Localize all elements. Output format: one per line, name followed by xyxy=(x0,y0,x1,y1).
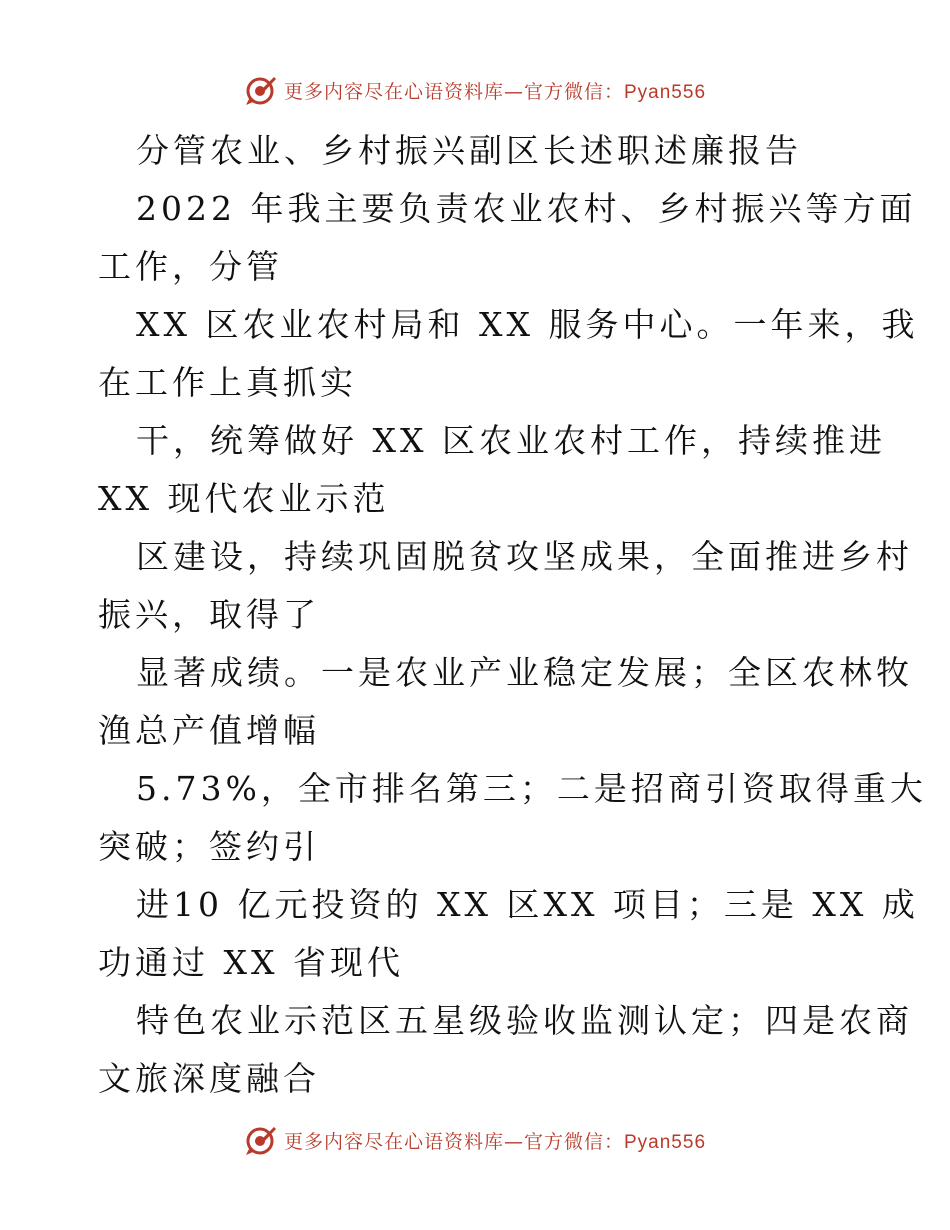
document-body xyxy=(98,122,927,1108)
document-line: 分管农业、乡村振兴副区长述职述廉报告 xyxy=(136,131,802,170)
document-line: 振兴，取得了 xyxy=(98,595,320,634)
document-line: 功通过 XX 省现代 xyxy=(98,943,404,982)
watermark-text: 更多内容尽在心语资料库—官方微信：Pyan556 xyxy=(283,1130,707,1153)
document-line: 干，统筹做好 XX 区农业农村工作，持续推进 xyxy=(136,421,886,460)
watermark-text: 更多内容尽在心语资料库—官方微信：Pyan556 xyxy=(283,80,707,103)
document-line: XX 现代农业示范 xyxy=(98,479,390,518)
document-line: 特色农业示范区五星级验收监测认定；四是农商 xyxy=(136,1001,913,1040)
document-line: 在工作上真抓实 xyxy=(98,363,357,402)
document-line: 2022 年我主要负责农业农村、乡村振兴等方面 xyxy=(136,189,917,228)
document-line: 工作，分管 xyxy=(98,247,283,286)
wax-seal-feather-logo-icon xyxy=(244,1123,278,1157)
document-line: 文旅深度融合 xyxy=(98,1059,320,1098)
watermark-banner-top xyxy=(0,70,950,110)
wax-seal-feather-logo-icon xyxy=(244,73,278,107)
watermark-banner-bottom xyxy=(0,1120,950,1160)
document-line: 进10 亿元投资的 XX 区XX 项目；三是 XX 成 xyxy=(136,885,919,924)
document-line: 5.73%，全市排名第三；二是招商引资取得重大 xyxy=(136,769,927,808)
document-line: 突破；签约引 xyxy=(98,827,320,866)
document-line: 显著成绩。一是农业产业稳定发展；全区农林牧 xyxy=(136,653,913,692)
document-line: 渔总产值增幅 xyxy=(98,711,320,750)
document-line: 区建设，持续巩固脱贫攻坚成果，全面推进乡村 xyxy=(136,537,913,576)
document-line: XX 区农业农村局和 XX 服务中心。一年来，我 xyxy=(136,305,919,344)
